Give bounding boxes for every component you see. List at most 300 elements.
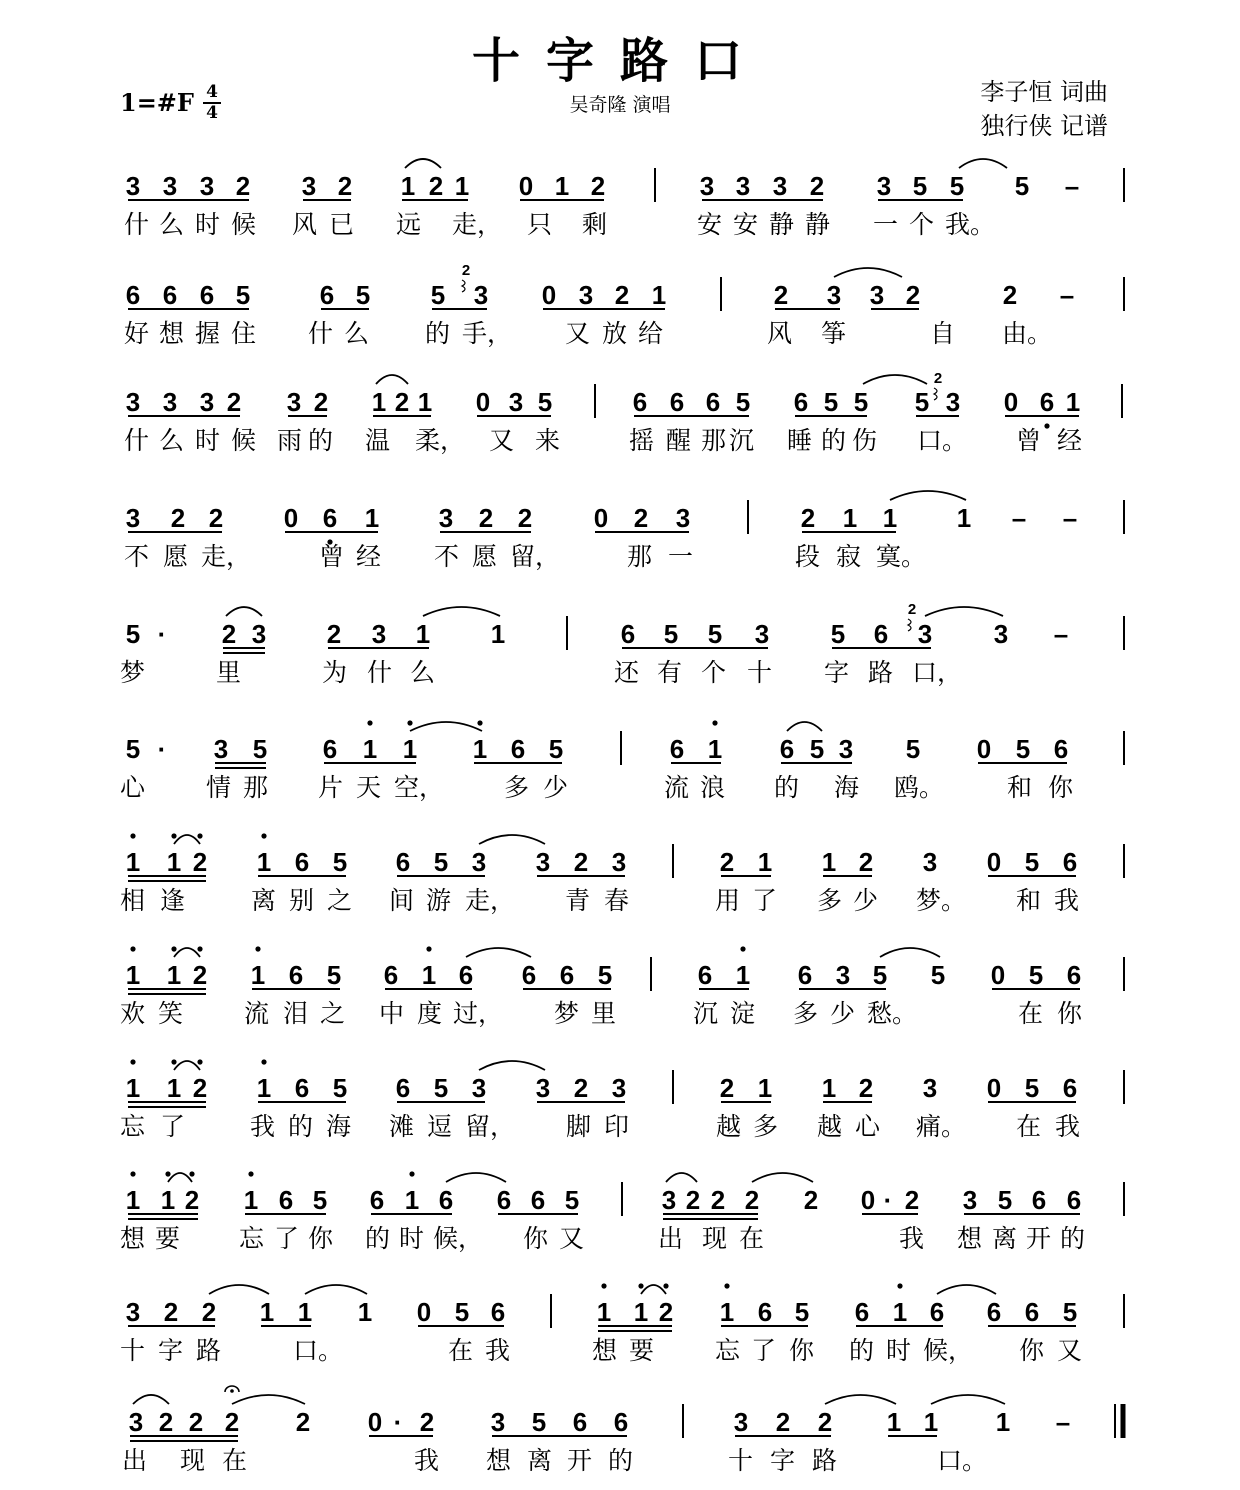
grace-note: 2 <box>461 262 471 279</box>
octave-dot <box>248 1171 253 1176</box>
octave-dot <box>663 1283 668 1288</box>
note: 1 <box>415 619 431 649</box>
lyric-syllable: 天 <box>356 773 382 802</box>
lyric-syllable: 愁。 <box>867 999 918 1028</box>
lyric-syllable: 给 <box>638 319 664 348</box>
lyric-syllable: 离 <box>251 886 277 915</box>
note: 5 <box>872 960 888 990</box>
lyric-syllable: 片 <box>318 773 344 802</box>
note: 5 <box>430 280 446 310</box>
lyric-syllable: 笑 <box>158 999 184 1028</box>
note: 6 <box>125 280 141 310</box>
lyric-syllable: 走， <box>465 886 516 915</box>
note: 3 <box>301 171 317 201</box>
lyric-syllable: 时 <box>195 210 221 239</box>
note: 1 <box>956 503 972 533</box>
slur-arc <box>174 835 200 844</box>
note: 5 <box>823 387 839 417</box>
lyric-syllable: 好 <box>124 319 150 348</box>
score-row-9 <box>120 1059 1124 1141</box>
lyric-syllable: 春 <box>604 886 630 915</box>
note: 2 <box>235 171 251 201</box>
lyric-syllable: 自 <box>930 319 956 348</box>
note: 3 <box>125 1297 141 1327</box>
lyric-syllable: 什 <box>124 426 150 455</box>
note: 2 <box>192 960 208 990</box>
lyric-syllable: 少 <box>543 773 569 802</box>
octave-dot <box>197 1059 202 1064</box>
note: 2 <box>192 1073 208 1103</box>
slur-arc <box>890 491 966 500</box>
lyric-syllable: 情 <box>206 773 232 802</box>
score-row-4 <box>124 491 1124 571</box>
lyric-syllable: 你 <box>1019 1336 1045 1365</box>
octave-dot <box>261 833 266 838</box>
slur-arc <box>174 1061 200 1070</box>
note: 1 <box>886 1407 902 1437</box>
note: 2 <box>817 1407 833 1437</box>
slur-arc <box>825 1395 896 1404</box>
note: – <box>1055 1407 1071 1437</box>
lyric-syllable: 痛。 <box>916 1112 967 1141</box>
note: 5 <box>433 847 449 877</box>
lyric-syllable: 候 <box>231 210 257 239</box>
slur-arc <box>305 1285 367 1294</box>
transcriber-credit: 独行侠 记谱 <box>980 112 1108 140</box>
lyric-syllable: 的 <box>774 773 800 802</box>
lyric-syllable: 十 <box>728 1446 754 1475</box>
lyric-syllable: 开 <box>567 1446 593 1475</box>
note: 0 <box>860 1185 876 1215</box>
note: 2 <box>658 1297 674 1327</box>
note: 1 <box>490 619 506 649</box>
note: 6 <box>779 734 795 764</box>
lyric-syllable: 又 <box>565 319 591 348</box>
key-signature: 1=#F <box>120 88 194 117</box>
slur-arc <box>226 607 262 616</box>
note: · <box>393 1407 403 1437</box>
note: 1 <box>554 171 570 201</box>
note: 1 <box>417 387 433 417</box>
score-row-6 <box>120 720 1124 802</box>
lyric-syllable: 十 <box>120 1336 146 1365</box>
note: 2 <box>163 1297 179 1327</box>
note: 2 <box>419 1407 435 1437</box>
lyric-syllable: 时 <box>195 426 221 455</box>
note: 2 <box>337 171 353 201</box>
lyric-syllable: 浪 <box>700 773 726 802</box>
lyric-syllable: 么 <box>159 210 185 239</box>
lyric-syllable: 脚 <box>566 1112 592 1141</box>
note: 5 <box>853 387 869 417</box>
note: 1 <box>402 734 418 764</box>
lyric-syllable: 心 <box>120 773 146 802</box>
lyric-syllable: 现 <box>702 1224 728 1253</box>
lyric-syllable: 手， <box>462 319 513 348</box>
lyric-syllable: 和 <box>1007 773 1033 802</box>
note: 3 <box>535 847 551 877</box>
lyric-syllable: 度 <box>417 999 443 1028</box>
note: 5 <box>949 171 965 201</box>
grace-squiggle <box>462 280 465 292</box>
note: 3 <box>471 847 487 877</box>
note: 2 <box>208 503 224 533</box>
note: 6 <box>490 1297 506 1327</box>
octave-dot <box>165 1171 170 1176</box>
note: 5 <box>252 734 268 764</box>
note: 5 <box>355 280 371 310</box>
lyric-syllable: 梦 <box>554 999 580 1028</box>
note: 2 <box>326 619 342 649</box>
note: 1 <box>923 1407 939 1437</box>
note: 3 <box>371 619 387 649</box>
slur-arc <box>666 1173 697 1182</box>
note: 6 <box>613 1407 629 1437</box>
lyric-syllable: 海 <box>326 1112 352 1141</box>
lyric-syllable: 伤 <box>852 426 878 455</box>
note: 3 <box>835 960 851 990</box>
lyric-syllable: 印 <box>604 1112 630 1141</box>
note: 5 <box>454 1297 470 1327</box>
octave-dot <box>130 833 135 838</box>
lyric-syllable: 字 <box>770 1446 796 1475</box>
lyric-syllable: 由。 <box>1002 319 1053 348</box>
grace-note: 2 <box>933 370 943 387</box>
lyric-syllable: 睡 <box>787 426 813 455</box>
note: 1 <box>995 1407 1011 1437</box>
octave-dot <box>477 720 482 725</box>
note: 2 <box>573 847 589 877</box>
lyric-syllable: 中 <box>379 999 405 1028</box>
lyric-syllable: 寂 <box>836 542 862 571</box>
note: 3 <box>754 619 770 649</box>
lyric-syllable: 我 <box>1054 886 1080 915</box>
lyric-syllable: 安 <box>697 210 723 239</box>
note: 2 <box>633 503 649 533</box>
note: 6 <box>383 960 399 990</box>
note: 2 <box>905 280 921 310</box>
note: 3 <box>471 1073 487 1103</box>
lyric-syllable: 路 <box>868 658 894 687</box>
note: 3 <box>125 171 141 201</box>
note: 6 <box>1053 734 1069 764</box>
slur-arc <box>209 1285 269 1294</box>
meter-top: 4 <box>206 82 218 102</box>
lyric-syllable: 我 <box>485 1336 511 1365</box>
score-row-1 <box>124 159 1124 239</box>
note: 0 <box>416 1297 432 1327</box>
note: 6 <box>319 280 335 310</box>
note: 1 <box>243 1185 259 1215</box>
lyric-syllable: 那 <box>701 426 727 455</box>
slur-arc <box>880 948 940 957</box>
lyric-syllable: 一 <box>668 542 694 571</box>
note: 1 <box>821 847 837 877</box>
note: 6 <box>1066 1185 1082 1215</box>
lyric-syllable: 泪 <box>283 999 309 1028</box>
lyric-syllable: 风 <box>292 210 318 239</box>
note: 2 <box>858 1073 874 1103</box>
lyric-syllable: 的 <box>821 426 847 455</box>
note: – <box>1053 619 1069 649</box>
lyric-syllable: 个 <box>701 658 727 687</box>
lyric-syllable: 住 <box>231 319 257 348</box>
note: 5 <box>794 1297 810 1327</box>
lyric-syllable: 里 <box>591 999 617 1028</box>
note: 6 <box>162 280 178 310</box>
note: 1 <box>371 387 387 417</box>
note: 6 <box>288 960 304 990</box>
note: 5 <box>125 619 141 649</box>
lyric-syllable: 了 <box>751 1336 777 1365</box>
lyric-syllable: 候， <box>923 1336 974 1365</box>
lyric-syllable: 多 <box>504 773 530 802</box>
note: 2 <box>428 171 444 201</box>
note: 5 <box>125 734 141 764</box>
singer-credit: 吴奇隆 演唱 <box>569 94 671 116</box>
slur-arc <box>423 607 500 616</box>
note: 6 <box>793 387 809 417</box>
lyric-syllable: 我 <box>414 1446 440 1475</box>
note: 3 <box>162 171 178 201</box>
lyric-syllable: 想 <box>159 319 185 348</box>
lyric-syllable: 个 <box>909 210 935 239</box>
note: 6 <box>705 387 721 417</box>
note: 2 <box>192 847 208 877</box>
note: – <box>1062 503 1078 533</box>
note: 3 <box>438 503 454 533</box>
note: 6 <box>757 1297 773 1327</box>
lyric-syllable: 逢 <box>160 886 186 915</box>
note: 2 <box>184 1185 200 1215</box>
note: 3 <box>917 619 933 649</box>
lyric-syllable: 走， <box>452 210 503 239</box>
lyric-syllable: 候， <box>433 1224 484 1253</box>
note: 5 <box>707 619 723 649</box>
lyric-syllable: 已 <box>329 210 355 239</box>
lyric-syllable: 过， <box>453 999 504 1028</box>
lyric-syllable: 想 <box>120 1224 146 1253</box>
lyric-syllable: 多 <box>817 886 843 915</box>
note: 3 <box>876 171 892 201</box>
note: 3 <box>869 280 885 310</box>
note: 6 <box>510 734 526 764</box>
note: 2 <box>858 847 874 877</box>
lyric-syllable: 里 <box>216 658 242 687</box>
lyric-syllable: 安 <box>733 210 759 239</box>
lyric-syllable: 一 <box>873 210 899 239</box>
note: 3 <box>922 847 938 877</box>
note: 6 <box>572 1407 588 1437</box>
note: 1 <box>125 960 141 990</box>
note: 3 <box>733 1407 749 1437</box>
slur-arc <box>641 1285 666 1294</box>
note: 6 <box>294 1073 310 1103</box>
note: 1 <box>735 960 751 990</box>
note: 1 <box>362 734 378 764</box>
note: 3 <box>838 734 854 764</box>
lyric-syllable: 口。 <box>937 1446 988 1475</box>
score-row-2 <box>124 262 1124 348</box>
score-row-8 <box>120 946 1124 1028</box>
note: 3 <box>508 387 524 417</box>
lyric-syllable: 的 <box>425 319 451 348</box>
note: 6 <box>929 1297 945 1327</box>
lyric-syllable: 又 <box>489 426 515 455</box>
note: 2 <box>394 387 410 417</box>
lyric-syllable: 那 <box>243 773 269 802</box>
slur-arc <box>479 1061 545 1070</box>
note: 0 <box>475 387 491 417</box>
note: 5 <box>830 619 846 649</box>
lyric-syllable: 字 <box>824 658 850 687</box>
lyric-syllable: 远 <box>396 210 422 239</box>
lyric-syllable: 醒 <box>666 426 692 455</box>
note: 0 <box>990 960 1006 990</box>
lyric-syllable: 忘 <box>715 1336 741 1365</box>
note: 3 <box>611 1073 627 1103</box>
note: 6 <box>458 960 474 990</box>
note: 2 <box>590 171 606 201</box>
note: 3 <box>661 1185 677 1215</box>
slur-arc <box>834 268 902 277</box>
note: 6 <box>521 960 537 990</box>
grace-note: 2 <box>907 601 917 618</box>
note: 3 <box>962 1185 978 1215</box>
lyric-syllable: 流 <box>664 773 690 802</box>
note: 3 <box>162 387 178 417</box>
lyric-syllable: 越 <box>716 1112 742 1141</box>
lyric-syllable: 那 <box>627 542 653 571</box>
note: 5 <box>326 960 342 990</box>
lyric-syllable: 的 <box>288 1112 314 1141</box>
lyric-syllable: 空， <box>394 773 445 802</box>
note: 6 <box>395 847 411 877</box>
lyric-syllable: 之 <box>327 886 353 915</box>
slur-arc <box>376 375 408 384</box>
note: 2 <box>744 1185 760 1215</box>
lyric-syllable: 之 <box>320 999 346 1028</box>
note: 1 <box>297 1297 313 1327</box>
note: 2 <box>710 1185 726 1215</box>
lyric-syllable: 有 <box>657 658 683 687</box>
note: 1 <box>125 847 141 877</box>
lyric-syllable: 我。 <box>945 210 996 239</box>
note: 2 <box>719 847 735 877</box>
lyric-syllable: 么 <box>159 426 185 455</box>
note: 2 <box>478 503 494 533</box>
lyric-syllable: 想 <box>486 1446 512 1475</box>
note: – <box>1011 503 1027 533</box>
note: 2 <box>517 503 533 533</box>
lyric-syllable: 字 <box>158 1336 184 1365</box>
note: 5 <box>1024 847 1040 877</box>
note: 3 <box>213 734 229 764</box>
score-row-5 <box>120 601 1124 687</box>
note: 6 <box>278 1185 294 1215</box>
note: – <box>1064 171 1080 201</box>
note: 1 <box>842 503 858 533</box>
note: 2 <box>224 1407 240 1437</box>
lyric-syllable: 你 <box>308 1224 334 1253</box>
octave-dot <box>897 1283 902 1288</box>
note: 2 <box>221 619 237 649</box>
lyric-syllable: 你 <box>1048 773 1074 802</box>
note: 1 <box>400 171 416 201</box>
note: 1 <box>707 734 723 764</box>
lyric-syllable: 什 <box>308 319 334 348</box>
slur-arc <box>959 159 1007 168</box>
lyric-syllable: 和 <box>1016 886 1042 915</box>
lyric-syllable: 雨 <box>277 426 303 455</box>
lyric-syllable: 间 <box>389 886 415 915</box>
note: 3 <box>611 847 627 877</box>
note: 6 <box>986 1297 1002 1327</box>
lyric-syllable: 么 <box>410 658 436 687</box>
note: 3 <box>286 387 302 417</box>
score-row-11 <box>120 1283 1124 1365</box>
note: 5 <box>809 734 825 764</box>
octave-dot <box>1044 423 1049 428</box>
lyric-syllable: 放 <box>602 319 628 348</box>
slur-arc <box>937 1285 996 1294</box>
note: 2 <box>170 503 186 533</box>
lyric-syllable: 么 <box>344 319 370 348</box>
note: 2 <box>904 1185 920 1215</box>
lyric-syllable: 口。 <box>293 1336 344 1365</box>
note: 5 <box>332 847 348 877</box>
meter-bottom: 4 <box>206 103 218 123</box>
lyric-syllable: 出 <box>658 1224 684 1253</box>
score-row-7 <box>120 833 1124 915</box>
lyric-syllable: 静 <box>805 210 831 239</box>
slur-arc <box>168 1173 192 1182</box>
slur-arc <box>133 1395 169 1404</box>
octave-dot <box>171 946 176 951</box>
lyric-syllable: 口。 <box>917 426 968 455</box>
note: 3 <box>772 171 788 201</box>
octave-dot <box>171 833 176 838</box>
note: 3 <box>125 387 141 417</box>
note: 6 <box>1031 1185 1047 1215</box>
note: 5 <box>1015 734 1031 764</box>
lyric-syllable: 现 <box>180 1446 206 1475</box>
note: 6 <box>1024 1297 1040 1327</box>
note: – <box>1059 280 1075 310</box>
note: 2 <box>226 387 242 417</box>
note: 5 <box>433 1073 449 1103</box>
lyric-syllable: 剩 <box>582 210 608 239</box>
note: 5 <box>564 1185 580 1215</box>
lyric-syllable: 在 <box>448 1336 474 1365</box>
note: 6 <box>496 1185 512 1215</box>
note: 0 <box>541 280 557 310</box>
note: 0 <box>976 734 992 764</box>
lyric-syllable: 风 <box>767 319 793 348</box>
lyric-syllable: 海 <box>834 773 860 802</box>
lyric-syllable: 愿 <box>472 542 498 571</box>
note: 2 <box>614 280 630 310</box>
note: 2 <box>809 171 825 201</box>
note: 0 <box>986 847 1002 877</box>
note: 5 <box>905 734 921 764</box>
note: 3 <box>922 1073 938 1103</box>
note: 6 <box>1062 1073 1078 1103</box>
note: 3 <box>199 171 215 201</box>
lyric-syllable: 的 <box>365 1224 391 1253</box>
note: 1 <box>472 734 488 764</box>
lyric-syllable: 你 <box>789 1336 815 1365</box>
